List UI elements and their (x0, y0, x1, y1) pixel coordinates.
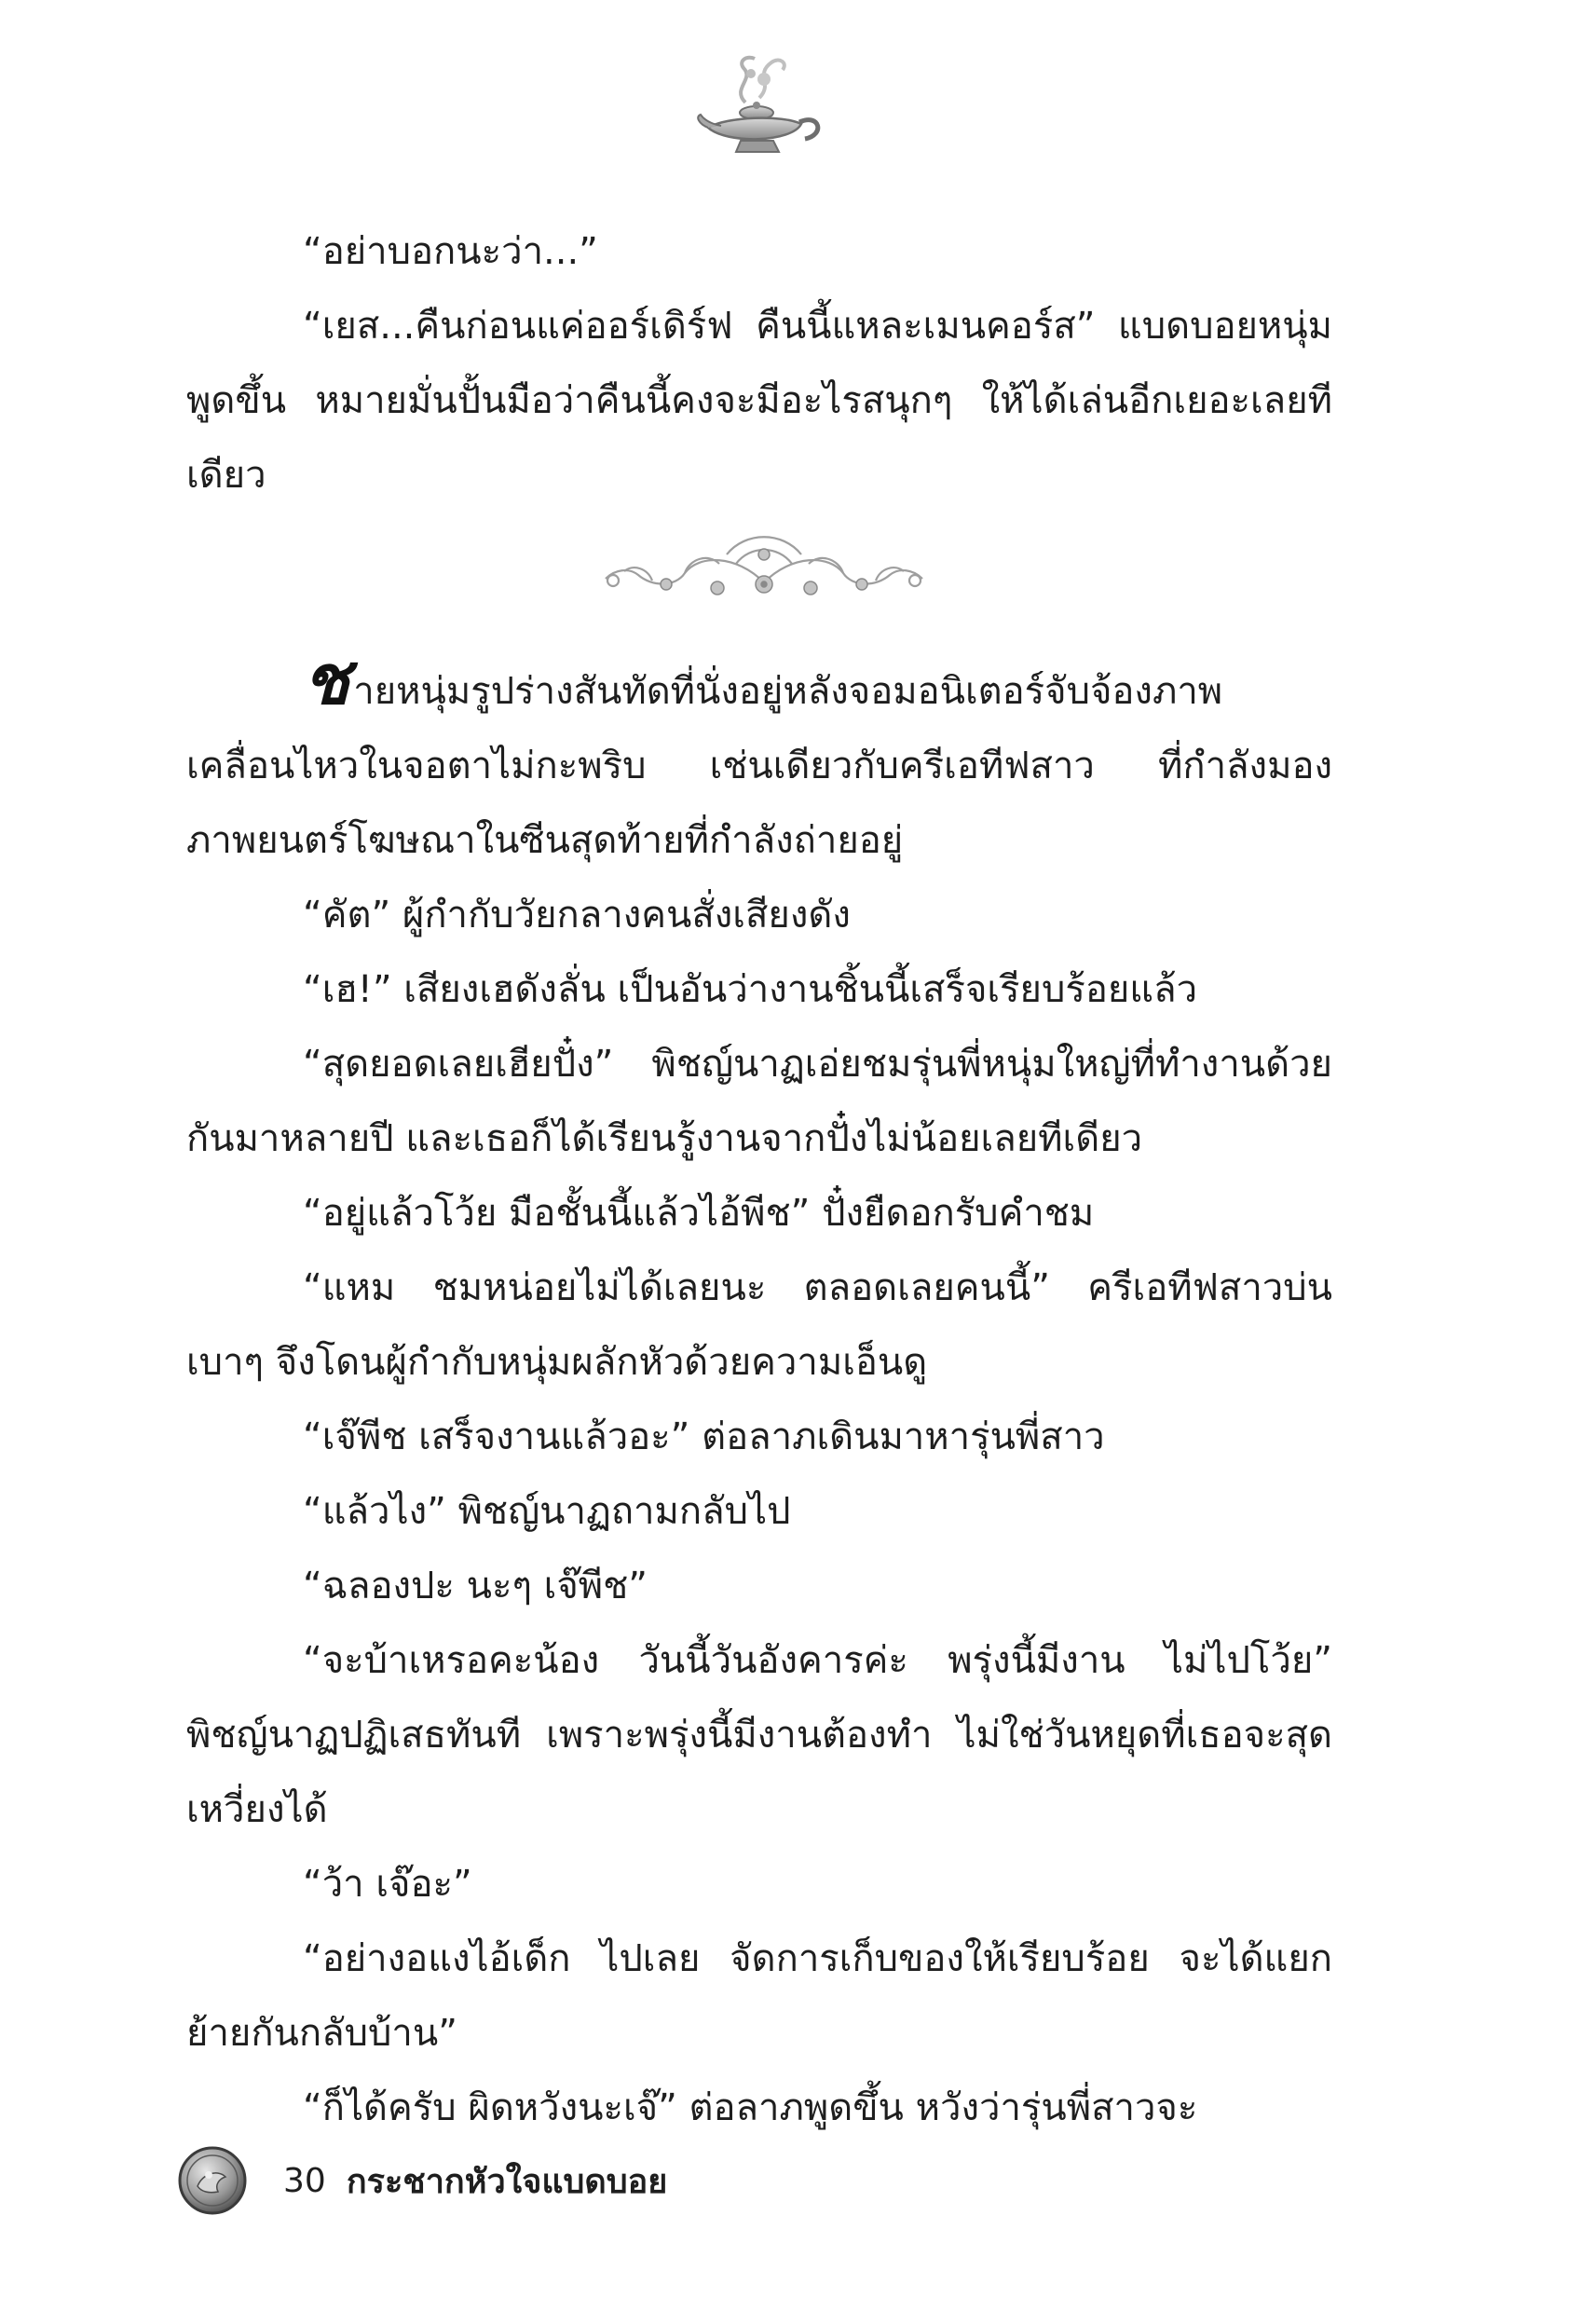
magic-lamp-ornament-icon (689, 51, 829, 163)
paragraph: “สุดยอดเลยเฮียปั๋ง” พิชญ์นาฏเอ่ยชมรุ่นพี่หนุ่มใหญ่ที่ทำงานด้วยกันมาหลายปี และเธอก็ได้เรียนรู้งานจากปั๋งไม่น้อยเลยทีเดียว (186, 1043, 1332, 1160)
paragraph: “แหม ชมหน่อยไม่ได้เลยนะ ตลอดเลยคนนี้” ครีเอทีฟสาวบ่นเบาๆ จึงโดนผู้กำกับหนุ่มผลักหัวด้วยความเอ็นดู (186, 1266, 1332, 1384)
opening-paragraph-text: ายหนุ่มรูปร่างสันทัดที่นั่งอยู่หลังจอมอนิเตอร์จับจ้องภาพเคลื่อนไหวในจอตาไม่กะพริบ เช่นเดียวกับครีเอทีฟสาว ที่กำลังมองภาพยนตร์โฆษณาในซีนสุดท้ายที่กำลังถ่ายอยู่ (186, 670, 1332, 862)
section-1 (186, 214, 1332, 513)
paragraph: “ฉลองปะ นะๆ เจ๊พีช” (303, 1565, 648, 1607)
running-book-title: กระชากหัวใจแบดบอย (346, 2162, 668, 2201)
opening-paragraph (186, 640, 1332, 878)
paragraph: “แล้วไง” พิชญ์นาฏถามกลับไป (303, 1490, 791, 1533)
paragraph: “เยส...คืนก่อนแค่ออร์เดิร์ฟ คืนนี้แหละเมนคอร์ส” แบดบอยหนุ่มพูดขึ้น หมายมั่นปั้นมือว่าคืนนี้คงจะมีอะไรสนุกๆ ให้ได้เล่นอีกเยอะเลยทีเดียว (186, 305, 1332, 497)
round-emblem-icon (177, 2145, 248, 2216)
drop-cap: ช (303, 640, 350, 720)
section-2 (186, 640, 1332, 2145)
paragraph: “เฮ!” เสียงเฮดังลั่น เป็นอันว่างานชิ้นนี้เสร็จเรียบร้อยแล้ว (303, 968, 1198, 1011)
paragraph: “เจ๊พีช เสร็จงานแล้วอะ” ต่อลาภเดินมาหารุ่นพี่สาว (303, 1415, 1105, 1458)
paragraph: “คัต” ผู้กำกับวัยกลางคนสั่งเสียงดัง (303, 894, 851, 937)
page-number: 30 (283, 2161, 326, 2200)
paragraph: “อย่างอแงไอ้เด็ก ไปเลย จัดการเก็บของให้เรียบร้อย จะได้แยกย้ายกันกลับบ้าน” (186, 1937, 1332, 2055)
paragraph: “อย่าบอกนะว่า...” (303, 230, 598, 273)
floral-flourish-divider-icon (596, 526, 932, 610)
page-footer (177, 2143, 667, 2218)
paragraph: “จะบ้าเหรอคะน้อง วันนี้วันอังคารค่ะ พรุ่งนี้มีงาน ไม่ไปโว้ย” พิชญ์นาฏปฏิเสธทันที เพราะพรุ่งนี้มีงานต้องทำ ไม่ใช่วันหยุดที่เธอจะสุดเหวี่ยงได้ (186, 1639, 1332, 1831)
paragraph: “ก็ได้ครับ ผิดหวังนะเจ๊” ต่อลาภพูดขึ้น หวังว่ารุ่นพี่สาวจะ (303, 2086, 1198, 2129)
paragraph: “อยู่แล้วโว้ย มือชั้นนี้แล้วไอ้พีช” ปั๋งยืดอกรับคำชม (303, 1192, 1095, 1235)
paragraph: “ว้า เจ๊อะ” (303, 1863, 472, 1906)
